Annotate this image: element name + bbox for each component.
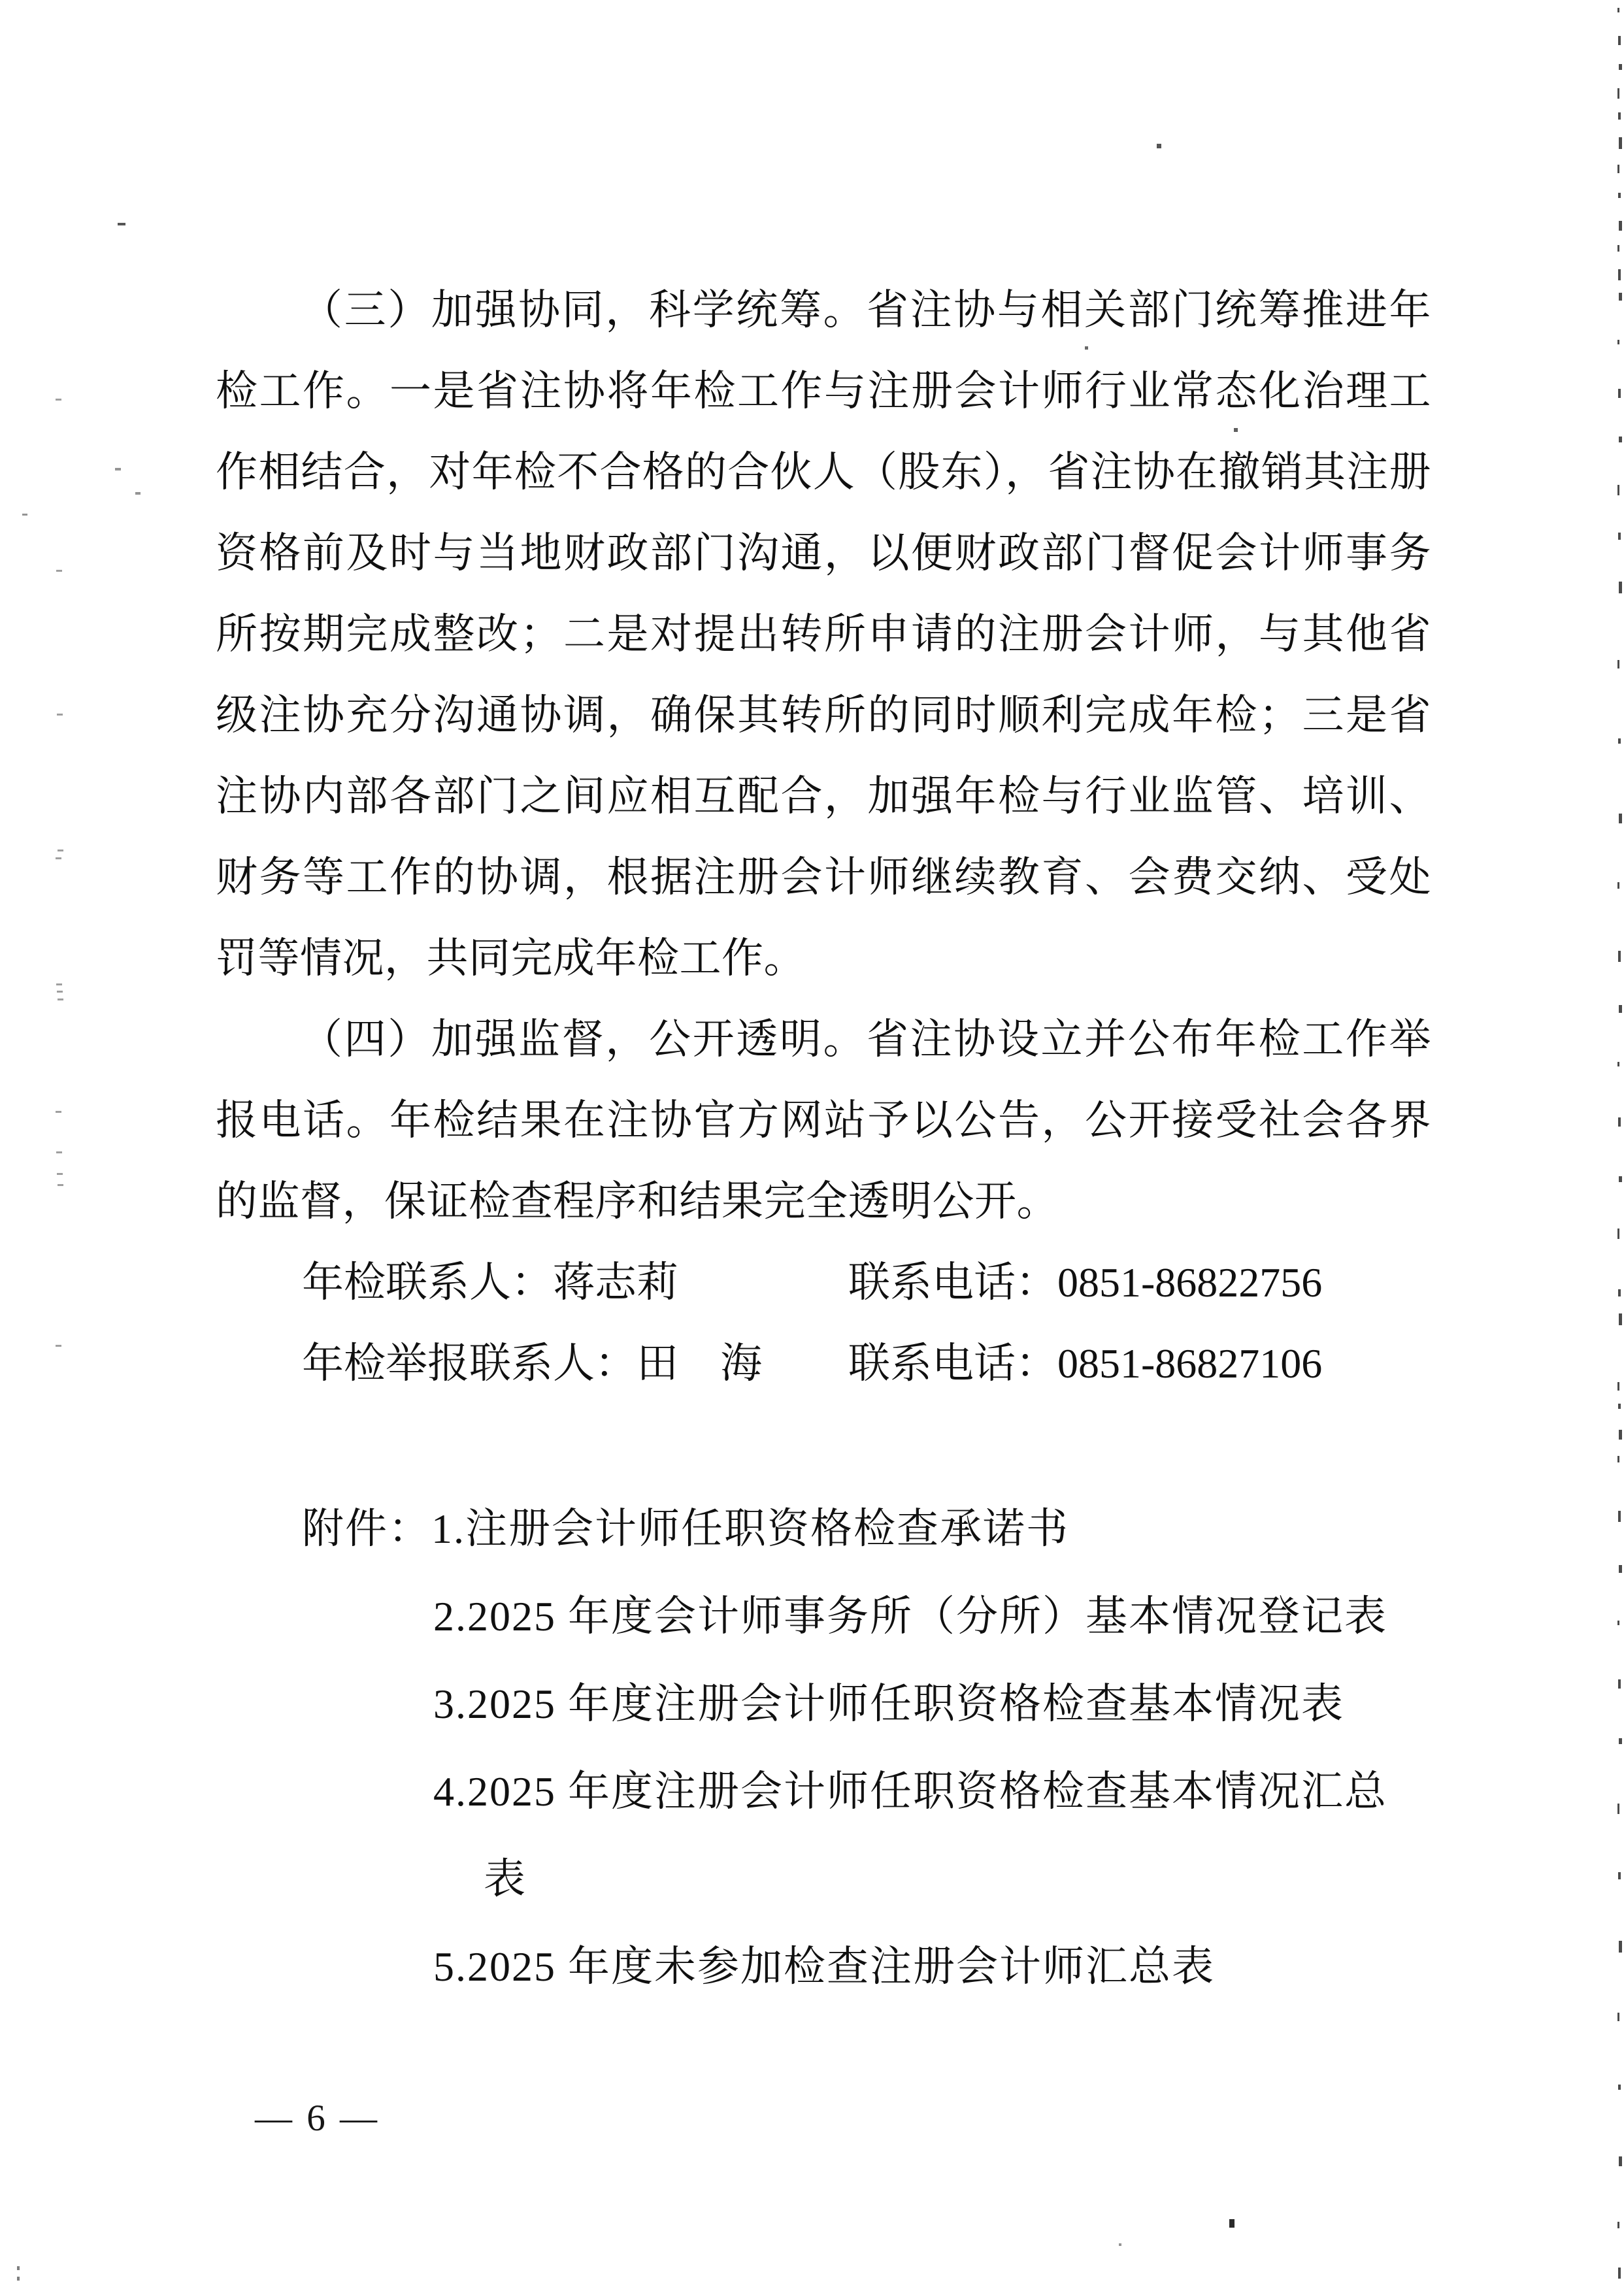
scan-noise-speck — [1618, 193, 1621, 198]
scan-noise-speck — [58, 1184, 63, 1186]
contact-person: 年检举报联系人：田 海 — [302, 1340, 762, 1387]
attachments-header-line — [216, 1485, 1431, 1573]
scan-noise-speck — [56, 1151, 62, 1153]
scan-noise-speck — [1617, 165, 1619, 173]
scan-noise-speck — [1619, 1176, 1622, 1182]
body-text-line: （三）加强协同，科学统筹。省注协与相关部门统筹推进年 — [301, 287, 1431, 333]
scan-noise-speck — [1617, 245, 1619, 252]
scan-noise-speck — [17, 2266, 20, 2270]
scan-noise-speck — [1619, 2156, 1622, 2166]
scan-noise-speck — [1617, 1456, 1619, 1462]
scan-noise-speck — [1619, 1941, 1622, 1953]
scan-noise-speck — [56, 1111, 61, 1113]
scan-noise-speck — [1618, 269, 1621, 280]
scan-noise-speck — [115, 468, 121, 470]
scan-noise-speck — [1618, 1117, 1621, 1127]
body-text-line: 级注协充分沟通协调，确保其转所的同时顺利完成年检；三是省 — [216, 692, 1431, 738]
body-text-line: 报电话。年检结果在注协官方网站予以公告，公开接受社会各界 — [216, 1097, 1431, 1144]
scan-noise-speck — [1618, 951, 1621, 962]
body-text-line: 罚等情况，共同完成年检工作。 — [216, 935, 806, 982]
scan-noise-speck — [1617, 1062, 1619, 1066]
scan-noise-speck — [1618, 1289, 1621, 1296]
attachment-item: 4.2025 年度注册会计师任职资格检查基本情况汇总 — [433, 1768, 1387, 1815]
scan-noise-speck — [1619, 137, 1622, 149]
scan-noise-speck — [1617, 660, 1619, 668]
scan-noise-speck — [56, 570, 62, 572]
scan-noise-speck — [1619, 1565, 1622, 1573]
scan-noise-speck — [1617, 88, 1619, 99]
scan-noise-speck — [1619, 293, 1622, 301]
page-number: — 6 — — [255, 2098, 380, 2139]
scan-noise-speck — [1619, 221, 1622, 231]
scan-noise-speck — [57, 1173, 63, 1175]
attachments-label: 附件： — [302, 1506, 431, 1552]
contact-line — [216, 1242, 1431, 1323]
scan-noise-speck — [1617, 1229, 1619, 1239]
blank-line — [216, 1404, 1431, 1485]
scan-noise-speck — [135, 492, 141, 495]
scan-noise-speck — [1618, 2085, 1621, 2090]
contact-phone: 联系电话：0851-86822756 — [848, 1259, 1323, 1306]
scan-noise-speck — [1617, 2013, 1619, 2021]
scan-noise-speck — [1157, 144, 1161, 148]
scan-noise-speck — [1618, 2268, 1621, 2279]
scan-noise-speck — [58, 850, 63, 851]
scan-noise-speck — [1617, 8, 1619, 12]
scan-noise-speck — [1618, 1679, 1621, 1689]
scan-noise-speck — [1617, 1382, 1619, 1391]
scan-noise-speck — [1619, 1738, 1622, 1744]
scan-noise-speck — [1119, 2243, 1121, 2246]
scan-noise-speck — [1617, 1804, 1619, 1814]
scan-noise-speck — [56, 857, 61, 859]
body-text-line: 作相结合，对年检不合格的合伙人（股东），省注协在撤销其注册 — [216, 449, 1431, 495]
body-text-line: 注协内部各部门之间应相互配合，加强年检与行业监管、培训、 — [216, 773, 1431, 819]
scan-noise-speck — [1229, 2219, 1235, 2228]
scan-noise-speck — [1618, 389, 1621, 398]
scan-noise-speck — [1618, 738, 1621, 744]
scan-noise-speck — [1618, 1511, 1621, 1522]
scan-noise-speck — [1618, 36, 1621, 45]
scan-noise-speck — [17, 2277, 20, 2281]
attachment-item: 2.2025 年度会计师事务所（分所）基本情况登记表 — [433, 1593, 1387, 1640]
attachment-item-continuation: 表 — [484, 1856, 527, 1902]
contact-line — [216, 1323, 1431, 1404]
scan-noise-speck — [1619, 437, 1622, 442]
scan-noise-speck — [118, 223, 125, 225]
scan-noise-speck — [1618, 112, 1621, 120]
scan-noise-speck — [57, 991, 63, 993]
scan-noise-speck — [1619, 814, 1622, 823]
scan-noise-speck — [56, 399, 61, 401]
scan-noise-speck — [58, 998, 63, 1000]
scan-noise-speck — [1617, 340, 1619, 344]
scan-noise-speck — [1618, 1872, 1621, 1879]
scan-noise-speck — [22, 514, 27, 516]
scan-noise-speck — [1618, 1404, 1621, 1409]
document-body — [216, 270, 1431, 2011]
attachment-item: 1.注册会计师任职资格检查承诺书 — [431, 1506, 1069, 1552]
scan-noise-speck — [1619, 64, 1622, 70]
scan-noise-speck — [1617, 1621, 1619, 1625]
body-text-line: 财务等工作的协调，根据注册会计师继续教育、会费交纳、受处 — [216, 854, 1431, 900]
scan-noise-speck — [1618, 533, 1621, 540]
body-text-line: 资格前及时与当地财政部门沟通，以便财政部门督促会计师事务 — [216, 530, 1431, 576]
contact-phone: 联系电话：0851-86827106 — [848, 1340, 1323, 1387]
scan-noise-speck — [1619, 1313, 1622, 1325]
contact-person: 年检联系人：蒋志莉 — [302, 1259, 678, 1306]
scan-noise-speck — [1619, 1005, 1622, 1013]
scan-noise-speck — [1085, 346, 1088, 350]
scan-noise-speck — [1234, 428, 1238, 432]
body-text-line: 的监督，保证检查程序和结果完全透明公开。 — [216, 1178, 1059, 1225]
scan-noise-speck — [56, 1345, 61, 1347]
scan-noise-speck — [1617, 2222, 1619, 2228]
scan-noise-speck — [1617, 882, 1619, 889]
body-text-line: （四）加强监督，公开透明。省注协设立并公布年检工作举 — [301, 1016, 1431, 1063]
body-text-line: 所按期完成整改；二是对提出转所申请的注册会计师，与其他省 — [216, 611, 1431, 657]
scan-noise-speck — [1619, 1430, 1622, 1440]
scan-noise-speck — [57, 714, 63, 716]
attachment-item: 5.2025 年度未参加检查注册会计师汇总表 — [433, 1943, 1215, 1990]
body-text-line: 检工作。一是省注协将年检工作与注册会计师行业常态化治理工 — [216, 368, 1431, 414]
scan-noise-speck — [1619, 582, 1622, 593]
scan-noise-speck — [56, 983, 62, 985]
scan-noise-speck — [1617, 485, 1619, 495]
attachment-item: 3.2025 年度注册会计师任职资格检查基本情况表 — [433, 1681, 1344, 1727]
